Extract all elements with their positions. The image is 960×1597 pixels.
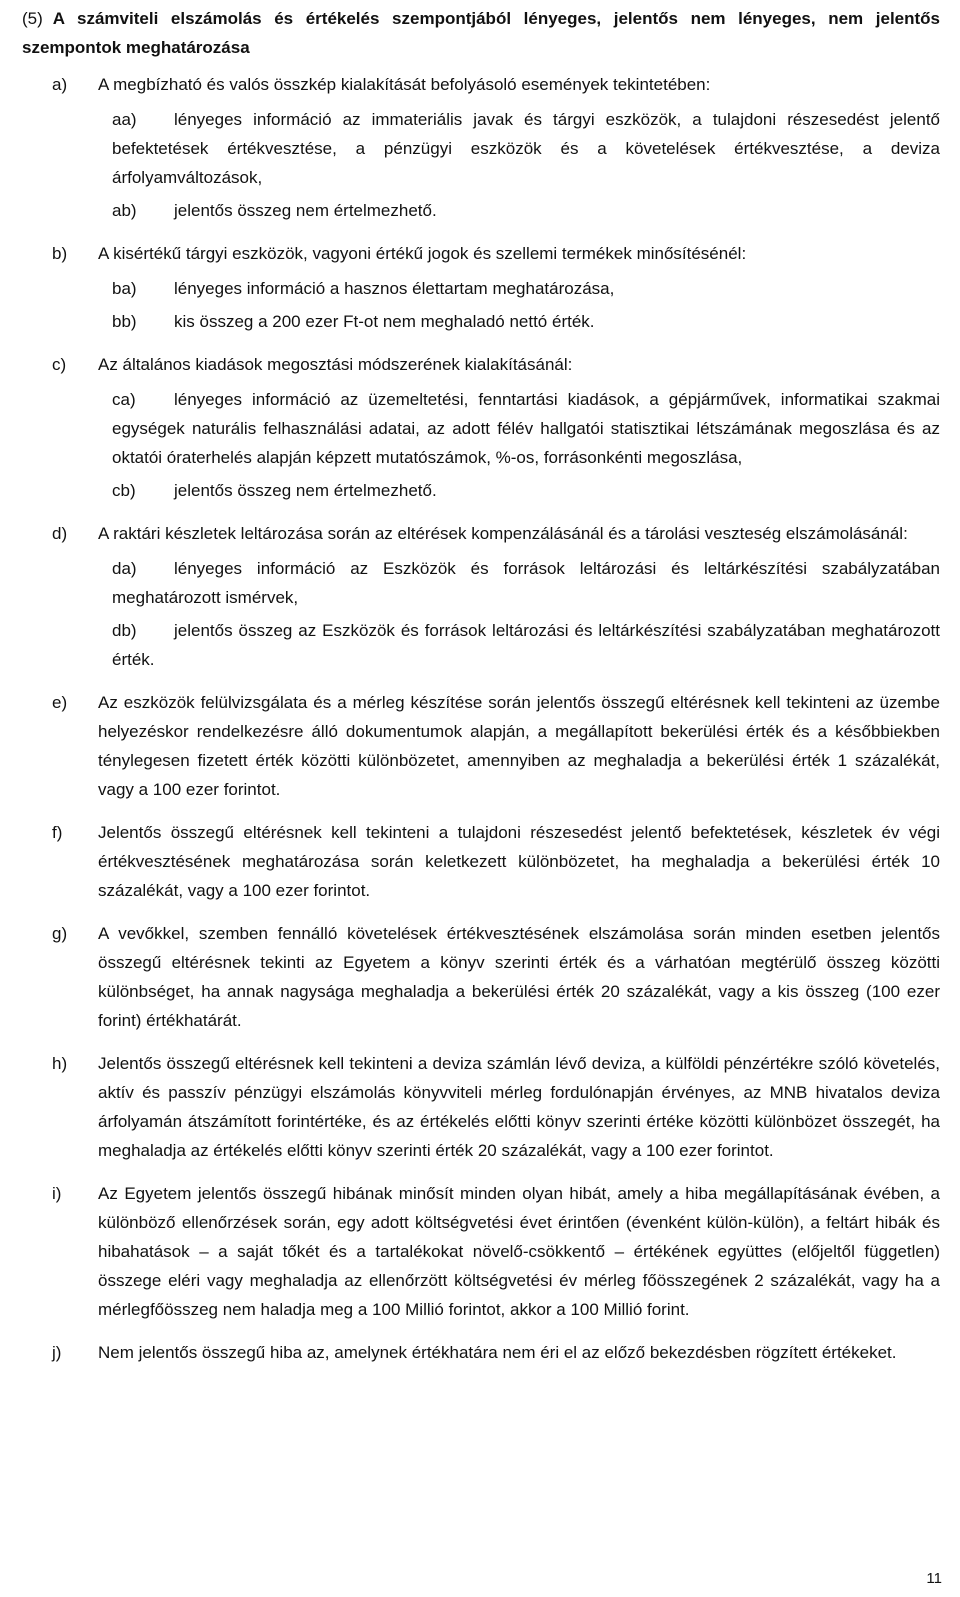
item-body xyxy=(98,1049,940,1165)
section-number: (5) xyxy=(22,9,43,28)
sub-item xyxy=(112,274,940,303)
sub-item xyxy=(112,616,940,674)
list-item xyxy=(22,688,940,804)
item-text: Az Egyetem jelentős összegű hibának minősít minden olyan hibát, amely a hiba megállapításának évében, a különböző ellenőrzések során, egy adott költségvetési évet érintően (évenként külön-külön), a feltárt hibák és hibahatások – a saját tőkét és a tartalékokat növelő-csökkentő – értékének együttes (előjeltől független) összege eléri vagy meghaladja az ellenőrzött költségvetési év mérleg főösszegének 2 százalékát, vagy ha a mérlegfőösszeg nem haladja meg a 100 Millió forintot, akkor a 100 Millió forint. xyxy=(98,1184,940,1319)
page-number: 11 xyxy=(926,1570,942,1587)
section-title: A számviteli elszámolás és értékelés szempontjából lényeges, jelentős nem lényeges, nem jelentős szempontok meghatározása xyxy=(22,9,940,57)
sub-item-text: jelentős összeg nem értelmezhető. xyxy=(174,481,437,500)
item-marker: d) xyxy=(52,524,68,543)
list-item xyxy=(22,1049,940,1165)
sub-item-marker: cb) xyxy=(112,481,136,500)
item-text: A megbízható és valós összkép kialakítását befolyásoló események tekintetében: xyxy=(98,75,711,94)
item-marker: h) xyxy=(52,1054,68,1073)
item-body xyxy=(98,519,940,674)
list-item xyxy=(22,239,940,336)
sub-item-text: lényeges információ az Eszközök és források leltározási és leltárkészítési szabályzatában meghatározott ismérvek, xyxy=(112,559,940,607)
item-list xyxy=(22,70,940,1367)
sub-item-text: kis összeg a 200 ezer Ft-ot nem meghaladó nettó érték. xyxy=(174,312,595,331)
item-body xyxy=(98,919,940,1035)
list-item xyxy=(22,519,940,674)
item-body xyxy=(98,818,940,905)
sub-item-marker: ba) xyxy=(112,279,137,298)
list-item xyxy=(22,1338,940,1367)
sub-item xyxy=(112,385,940,472)
sub-item-text: jelentős összeg nem értelmezhető. xyxy=(174,201,437,220)
list-item xyxy=(22,919,940,1035)
sub-item-marker: da) xyxy=(112,559,137,578)
sub-item-text: lényeges információ az üzemeltetési, fenntartási kiadások, a gépjárművek, informatikai szakmai egységek naturális felhasználási adatai, az adott félév hallgatói statisztikai létszámának megoszlása és az oktatói óraterhelés alapján képzett mutatószámok, %-os, forrásonkénti megoszlása, xyxy=(112,390,940,467)
item-marker: j) xyxy=(52,1343,62,1362)
item-marker: e) xyxy=(52,693,68,712)
item-marker: f) xyxy=(52,823,63,842)
list-item xyxy=(22,350,940,505)
sub-item-marker: ab) xyxy=(112,201,137,220)
sub-item-text: lényeges információ az immateriális javak és tárgyi eszközök, a tulajdoni részesedést jelentő befektetések értékvesztése, a pénzügyi eszközök és a követelések értékvesztése, a deviza árfolyamváltozások, xyxy=(112,110,940,187)
sub-item-marker: bb) xyxy=(112,312,137,331)
item-body xyxy=(98,70,940,225)
item-body xyxy=(98,239,940,336)
item-text: Az általános kiadások megosztási módszerének kialakításánál: xyxy=(98,355,573,374)
item-marker: b) xyxy=(52,244,68,263)
list-item xyxy=(22,70,940,225)
item-body xyxy=(98,688,940,804)
item-marker: g) xyxy=(52,924,68,943)
item-marker: i) xyxy=(52,1184,62,1203)
item-text: Jelentős összegű eltérésnek kell tekinteni a deviza számlán lévő deviza, a külföldi pénzértékre szóló követelés, aktív és passzív pénzügyi elszámolás könyvviteli mérleg fordulónapján érvényes, az MNB hivatalos deviza árfolyamán átszámított forintértéke, és az értékelés előtti könyv szerinti értéke közötti különbözet összegét, ha meghaladja az értékelés előtti könyv szerinti érték 20 százalékát, vagy a 100 ezer forintot. xyxy=(98,1054,940,1160)
sub-item xyxy=(112,307,940,336)
item-text: Jelentős összegű eltérésnek kell tekinteni a tulajdoni részesedést jelentő befektetések, készletek év végi értékvesztésének meghatározása során keletkezett különbözetet, ha meghaladja a bekerülési érték 10 százalékát, vagy a 100 ezer forintot. xyxy=(98,823,940,900)
sub-item xyxy=(112,554,940,612)
sub-item-marker: ca) xyxy=(112,390,136,409)
sub-item-text: jelentős összeg az Eszközök és források leltározási és leltárkészítési szabályzatában meghatározott érték. xyxy=(112,621,940,669)
sub-item xyxy=(112,476,940,505)
list-item xyxy=(22,1179,940,1324)
list-item xyxy=(22,818,940,905)
sub-item-marker: aa) xyxy=(112,110,137,129)
sub-item xyxy=(112,105,940,192)
sub-item xyxy=(112,196,940,225)
section-heading xyxy=(22,4,940,62)
item-text: Az eszközök felülvizsgálata és a mérleg készítése során jelentős összegű eltérésnek kell tekinteni az üzembe helyezéskor rendelkezésre álló dokumentumok alapján, a megállapított bekerülési érték és a későbbiekben ténylegesen fizetett érték közötti különbözetet, amennyiben az meghaladja a bekerülési érték 1 százalékát, vagy a 100 ezer forintot. xyxy=(98,693,940,799)
item-body xyxy=(98,1179,940,1324)
item-body xyxy=(98,350,940,505)
item-marker: c) xyxy=(52,355,67,374)
item-text: A vevőkkel, szemben fennálló követelések értékvesztésének elszámolása során minden esetben jelentős összegű eltérésnek tekinti az Egyetem a könyv szerinti érték és a várhatóan megtérülő összeg közötti különbséget, ha annak nagysága meghaladja a bekerülési érték 20 százalékát, vagy a kis összeg (100 ezer forint) értékhatárát. xyxy=(98,924,940,1030)
item-text: Nem jelentős összegű hiba az, amelynek értékhatára nem éri el az előző bekezdésben rögzített értékeket. xyxy=(98,1343,897,1362)
item-text: A kisértékű tárgyi eszközök, vagyoni értékű jogok és szellemi termékek minősítésénél: xyxy=(98,244,747,263)
item-body xyxy=(98,1338,940,1367)
item-text: A raktári készletek leltározása során az eltérések kompenzálásánál és a tárolási veszteség elszámolásánál: xyxy=(98,524,908,543)
sub-item-text: lényeges információ a hasznos élettartam meghatározása, xyxy=(174,279,615,298)
item-marker: a) xyxy=(52,75,68,94)
sub-item-marker: db) xyxy=(112,621,137,640)
